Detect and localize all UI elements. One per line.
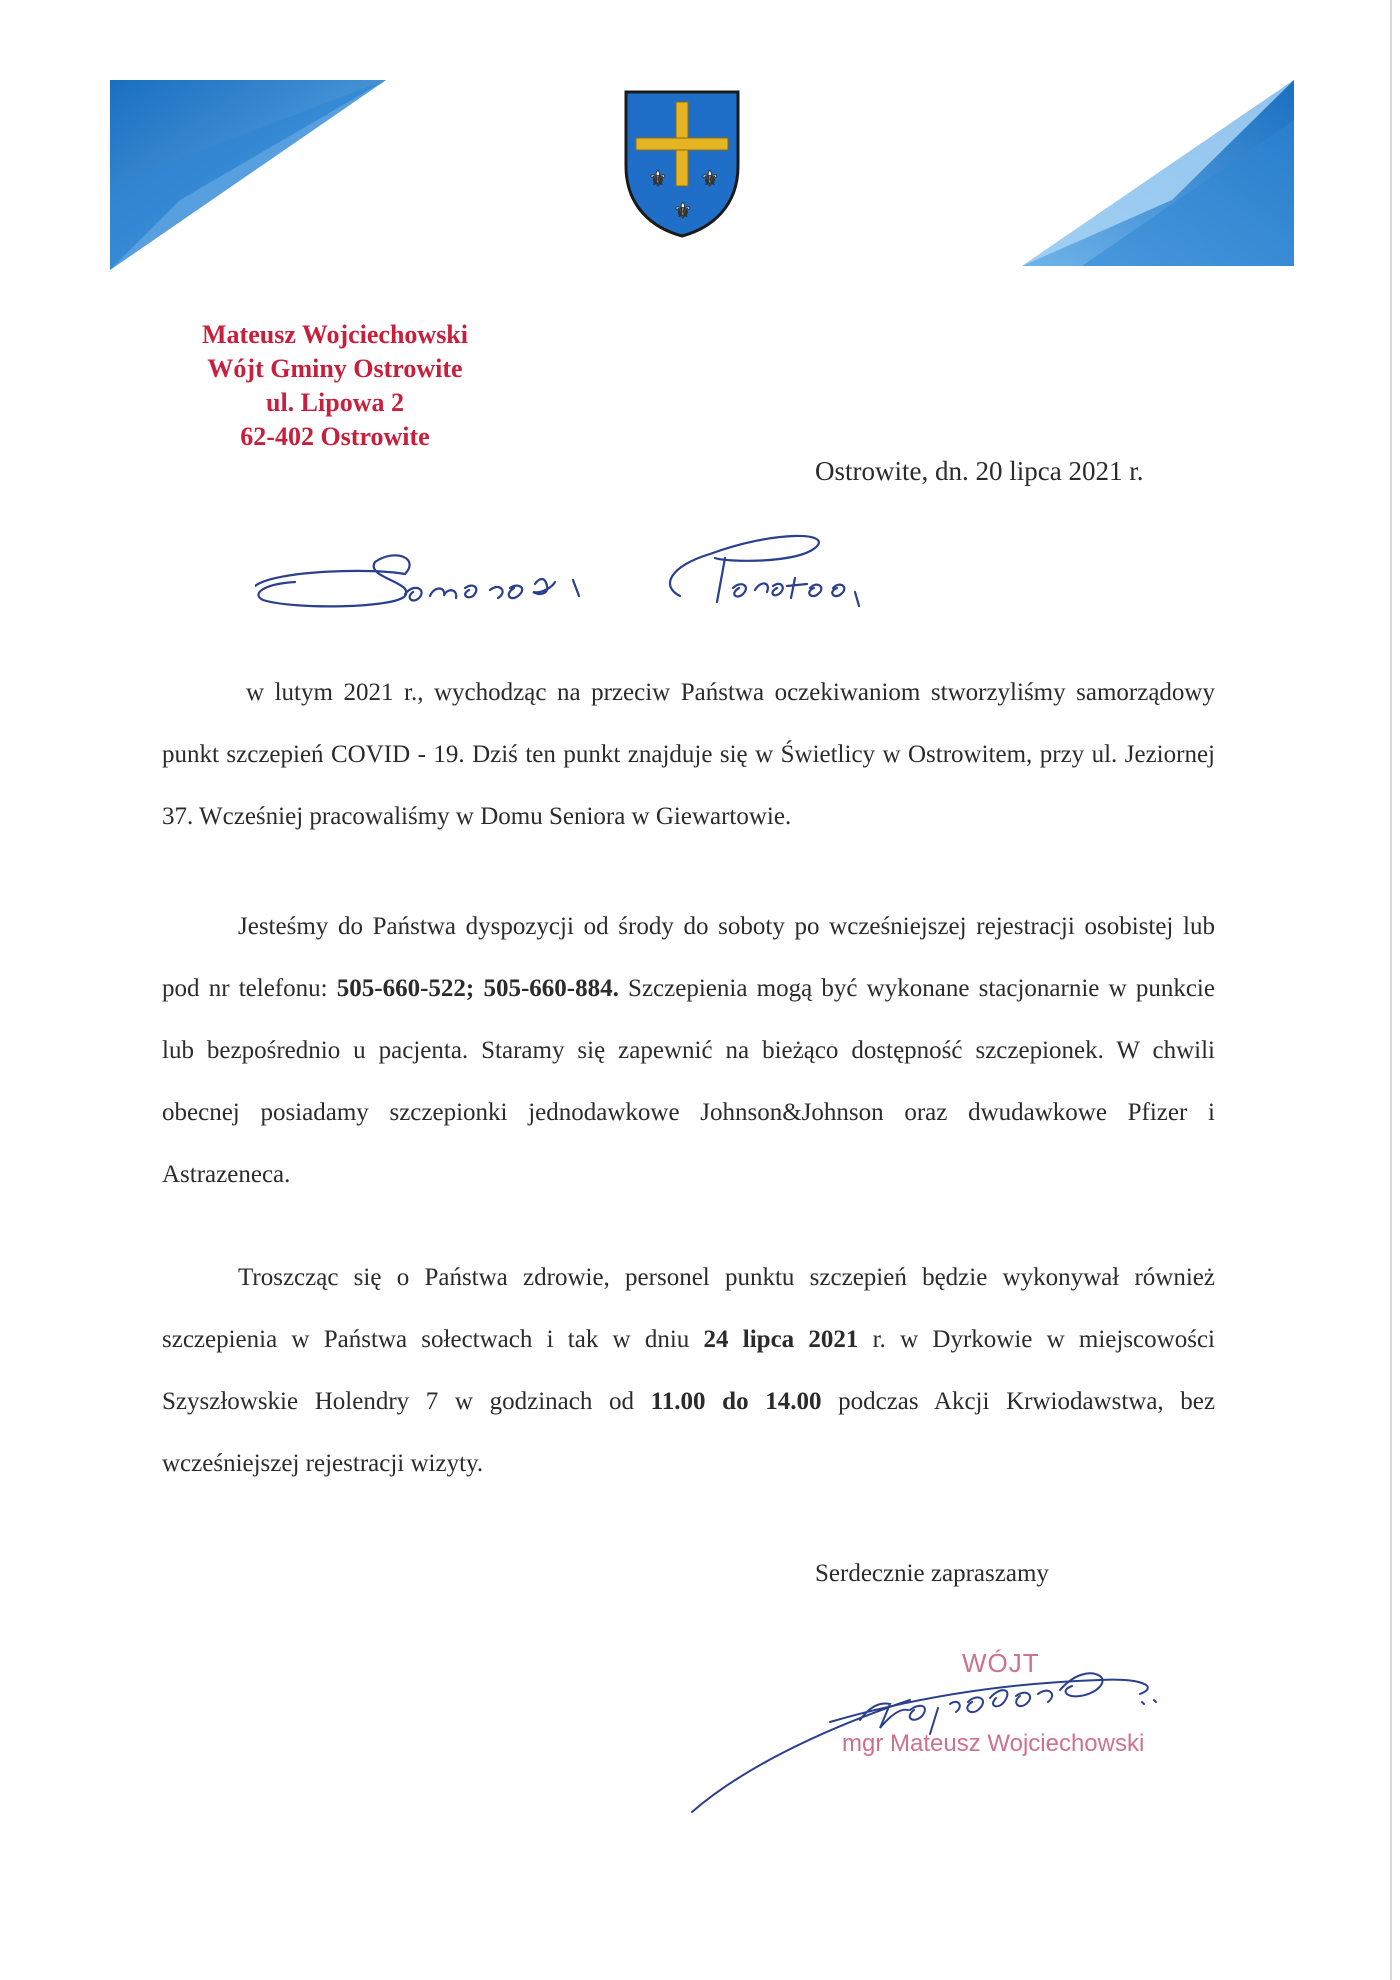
sender-name: Mateusz Wojciechowski <box>202 320 468 349</box>
paragraph-mobile-text-c: podczas Akcji Krwiodawstwa, bez wcześniejszej rejestracji wizyty. <box>162 1388 1216 1477</box>
phone-numbers: 505-660-522; 505-660-884. <box>336 975 619 1002</box>
page-edge <box>1390 0 1392 1980</box>
decorative-triangle-left <box>110 80 386 270</box>
svg-text:⚜: ⚜ <box>648 167 668 192</box>
handwritten-salutation <box>255 518 885 618</box>
handwritten-signature <box>680 1660 1200 1820</box>
sender-title: Wójt Gminy Ostrowite <box>207 354 463 383</box>
paragraph-mobile-text-b: r. w Dyrkowie w miejscowości Szyszłowskie Holendry 7 w godzinach od <box>162 1326 1215 1415</box>
paragraph-registration-text-a: Jesteśmy do Państwa dyspozycji od środy do soboty po wcześniejszej rejestracji osobistej lub pod nr telefonu: <box>162 913 1215 1002</box>
coat-of-arms <box>620 88 744 238</box>
event-date: 24 lipca 2021 <box>703 1326 859 1353</box>
stamp-name: mgr Mateusz Wojciechowski <box>842 1730 1145 1757</box>
paragraph-registration-text-b: Szczepienia mogą być wykonane stacjonarnie w punkcie lub bezpośrednio u pacjenta. Staramy się zapewnić na bieżąco dostępność szczepionek. W chwili obecnej posiadamy szczepionki jednodawkowe Johnson&Johnson oraz dwudawkowe Pfizer i Astrazeneca. <box>162 975 1215 1188</box>
closing-line: Serdecznie zapraszamy <box>815 1560 1049 1587</box>
paragraph-registration <box>162 896 1215 1206</box>
event-hours: 11.00 do 14.00 <box>650 1388 822 1415</box>
paragraph-mobile-text-a: Troszcząc się o Państwa zdrowie, personel punktu szczepień będzie wykonywał również szczepienia w Państwa sołectwach i tak w dniu <box>162 1264 1215 1353</box>
sender-address-block <box>175 318 495 454</box>
svg-text:⚜: ⚜ <box>700 167 720 192</box>
decorative-triangle-right <box>1022 80 1294 266</box>
letter-date: Ostrowite, dn. 20 lipca 2021 r. <box>815 456 1144 486</box>
paragraph-mobile-vaccination <box>162 1247 1215 1495</box>
svg-text:⚜: ⚜ <box>673 199 693 224</box>
sender-city: 62-402 Ostrowite <box>240 422 430 451</box>
sender-street: ul. Lipowa 2 <box>266 388 404 417</box>
stamp-title: WÓJT <box>962 1648 1040 1678</box>
paragraph-vaccination-point: w lutym 2021 r., wychodząc na przeciw Państwa oczekiwaniom stworzyliśmy samorządowy punkt szczepień COVID - 19. Dziś ten punkt znajduje się w Świetlicy w Ostrowitem, przy ul. Jeziornej 37. Wcześniej pracowaliśmy w Domu Seniora w Giewartowie. <box>162 679 1215 830</box>
